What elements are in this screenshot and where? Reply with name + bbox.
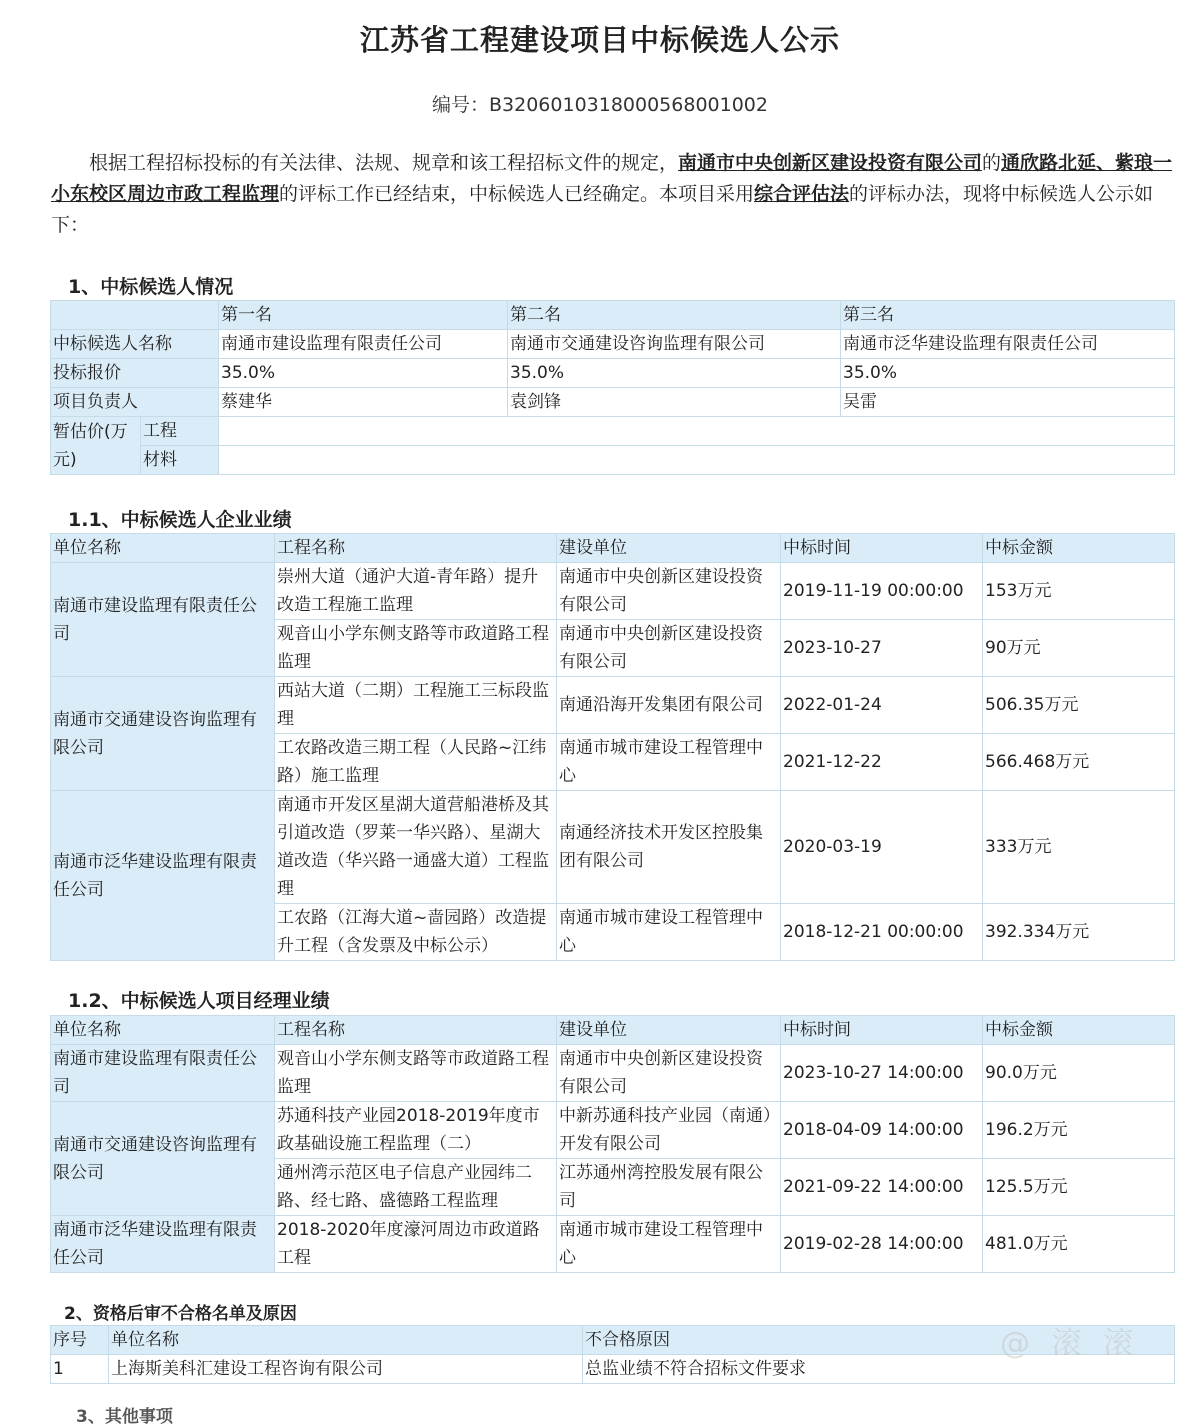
amount-cell: 333万元 (983, 791, 1175, 904)
project-cell: 工农路（江海大道~啬园路）改造提升工程（含发票及中标公示） (275, 904, 557, 961)
column-header: 序号 (51, 1326, 109, 1355)
section-2-heading: 2、资格后审不合格名单及原因 (64, 1304, 297, 1324)
estimate-row-material (51, 446, 1175, 475)
column-header: 中标时间 (781, 1016, 983, 1045)
column-header: 单位名称 (109, 1326, 583, 1355)
amount-cell: 481.0万元 (983, 1216, 1175, 1273)
project-cell: 苏通科技产业园2018-2019年度市政基础设施工程监理（二） (275, 1102, 557, 1159)
amount-cell: 90.0万元 (983, 1045, 1175, 1102)
column-header: 不合格原因 (583, 1326, 1175, 1355)
project-cell: 观音山小学东侧支路等市政道路工程监理 (275, 1045, 557, 1102)
estimate-sub-label: 工程 (141, 417, 219, 446)
owner-cell: 南通经济技术开发区控股集团有限公司 (557, 791, 781, 904)
time-cell: 2022-01-24 (781, 677, 983, 734)
table-row (51, 1102, 1175, 1159)
project-cell: 南通市开发区星湖大道营船港桥及其引道改造（罗莱一华兴路）、星湖大道改造（华兴路一通盛大道）工程监理 (275, 791, 557, 904)
amount-cell: 392.334万元 (983, 904, 1175, 961)
candidates-row-price (51, 359, 1175, 388)
amount-cell: 90万元 (983, 620, 1175, 677)
amount-cell: 125.5万元 (983, 1159, 1175, 1216)
owner-cell: 南通沿海开发集团有限公司 (557, 677, 781, 734)
column-header: 建设单位 (557, 534, 781, 563)
cell: 35.0% (841, 359, 1175, 388)
time-cell: 2018-04-09 14:00:00 (781, 1102, 983, 1159)
owner-cell: 南通市城市建设工程管理中心 (557, 734, 781, 791)
table-row (51, 563, 1175, 620)
amount-cell: 153万元 (983, 563, 1175, 620)
amount-cell: 566.468万元 (983, 734, 1175, 791)
time-cell: 2019-02-28 14:00:00 (781, 1216, 983, 1273)
owner-cell: 南通市中央创新区建设投资有限公司 (557, 563, 781, 620)
cell: 吴雷 (841, 388, 1175, 417)
table-header-row (51, 534, 1175, 563)
intro-text-4: 的评标办法，现将中标候选人公示如下： (51, 183, 1154, 236)
owner-cell: 南通市城市建设工程管理中心 (557, 1216, 781, 1273)
row-label: 投标报价 (51, 359, 219, 388)
intro-paragraph (51, 148, 1173, 241)
table-row (51, 1045, 1175, 1102)
estimate-sub-label: 材料 (141, 446, 219, 475)
amount-cell: 506.35万元 (983, 677, 1175, 734)
reason-cell: 总监业绩不符合招标文件要求 (583, 1355, 1175, 1384)
rank-3: 第三名 (841, 301, 1175, 330)
manager-performance-table (50, 1015, 1175, 1273)
amount-cell: 196.2万元 (983, 1102, 1175, 1159)
row-label: 中标候选人名称 (51, 330, 219, 359)
cell: 南通市交通建设咨询监理有限公司 (508, 330, 841, 359)
estimate-label: 暂估价(万元) (51, 417, 141, 475)
time-cell: 2020-03-19 (781, 791, 983, 904)
column-header: 建设单位 (557, 1016, 781, 1045)
candidates-table (50, 300, 1175, 475)
watermark: @ 滚 滚 (1000, 1326, 1140, 1361)
page-title: 江苏省工程建设项目中标候选人公示 (359, 23, 840, 57)
header-blank (51, 301, 219, 330)
company-cell: 南通市交通建设咨询监理有限公司 (51, 1102, 275, 1216)
column-header: 中标时间 (781, 534, 983, 563)
column-header: 中标金额 (983, 1016, 1175, 1045)
company-cell: 南通市建设监理有限责任公司 (51, 563, 275, 677)
project-cell: 通州湾示范区电子信息产业园纬二路、经七路、盛德路工程监理 (275, 1159, 557, 1216)
time-cell: 2021-09-22 14:00:00 (781, 1159, 983, 1216)
company-cell: 南通市建设监理有限责任公司 (51, 1045, 275, 1102)
owner-cell: 江苏通州湾控股发展有限公司 (557, 1159, 781, 1216)
project-cell: 工农路改造三期工程（人民路~江纬路）施工监理 (275, 734, 557, 791)
cell: 南通市泛华建设监理有限责任公司 (841, 330, 1175, 359)
owner-name: 南通市中央创新区建设投资有限公司 (678, 152, 983, 174)
project-name: 通欣路北延、紫琅一小东校区周边市政工程监理 (51, 152, 1173, 205)
company-cell: 上海斯美科汇建设工程咨询有限公司 (109, 1355, 583, 1384)
intro-text-3: 的评标工作已经结束，中标候选人已经确定。本项目采用 (279, 183, 755, 205)
company-cell: 南通市泛华建设监理有限责任公司 (51, 1216, 275, 1273)
owner-cell: 中新苏通科技产业园（南通）开发有限公司 (557, 1102, 781, 1159)
cell: 南通市建设监理有限责任公司 (219, 330, 508, 359)
row-label: 项目负责人 (51, 388, 219, 417)
table-header-row (51, 1016, 1175, 1045)
estimate-row-project (51, 417, 1175, 446)
project-cell: 观音山小学东侧支路等市政道路工程监理 (275, 620, 557, 677)
section-1-1-heading: 1.1、中标候选人企业业绩 (68, 509, 292, 531)
project-cell: 崇州大道（通沪大道-青年路）提升改造工程施工监理 (275, 563, 557, 620)
serial-number: 编号：B3206010318000568001002 (432, 94, 768, 116)
rank-1: 第一名 (219, 301, 508, 330)
table-row (51, 791, 1175, 904)
no-cell: 1 (51, 1355, 109, 1384)
cell: 袁剑锋 (508, 388, 841, 417)
company-performance-table (50, 533, 1175, 961)
cell: 35.0% (219, 359, 508, 388)
column-header: 单位名称 (51, 1016, 275, 1045)
candidates-row-manager (51, 388, 1175, 417)
project-cell: 2018-2020年度濠河周边市政道路工程 (275, 1216, 557, 1273)
project-cell: 西站大道（二期）工程施工三标段监理 (275, 677, 557, 734)
intro-text-2: 的 (982, 152, 1002, 174)
company-cell: 南通市交通建设咨询监理有限公司 (51, 677, 275, 791)
time-cell: 2018-12-21 00:00:00 (781, 904, 983, 961)
section-1-2-heading: 1.2、中标候选人项目经理业绩 (68, 990, 330, 1012)
column-header: 工程名称 (275, 534, 557, 563)
column-header: 单位名称 (51, 534, 275, 563)
owner-cell: 南通市城市建设工程管理中心 (557, 904, 781, 961)
table-row (51, 677, 1175, 734)
column-header: 中标金额 (983, 534, 1175, 563)
evaluation-method: 综合评估法 (754, 183, 850, 205)
table-row (51, 1216, 1175, 1273)
cell (219, 417, 1175, 446)
cell: 蔡建华 (219, 388, 508, 417)
time-cell: 2023-10-27 (781, 620, 983, 677)
candidates-header-row (51, 301, 1175, 330)
candidates-row-name (51, 330, 1175, 359)
next-section-heading: 3、其他事项 (76, 1407, 173, 1427)
time-cell: 2021-12-22 (781, 734, 983, 791)
company-cell: 南通市泛华建设监理有限责任公司 (51, 791, 275, 961)
rank-2: 第二名 (508, 301, 841, 330)
time-cell: 2019-11-19 00:00:00 (781, 563, 983, 620)
cell (219, 446, 1175, 475)
time-cell: 2023-10-27 14:00:00 (781, 1045, 983, 1102)
column-header: 工程名称 (275, 1016, 557, 1045)
owner-cell: 南通市中央创新区建设投资有限公司 (557, 1045, 781, 1102)
cell: 35.0% (508, 359, 841, 388)
owner-cell: 南通市中央创新区建设投资有限公司 (557, 620, 781, 677)
section-1-heading: 1、中标候选人情况 (68, 276, 234, 298)
intro-text-1: 根据工程招标投标的有关法律、法规、规章和该工程招标文件的规定， (89, 152, 679, 174)
